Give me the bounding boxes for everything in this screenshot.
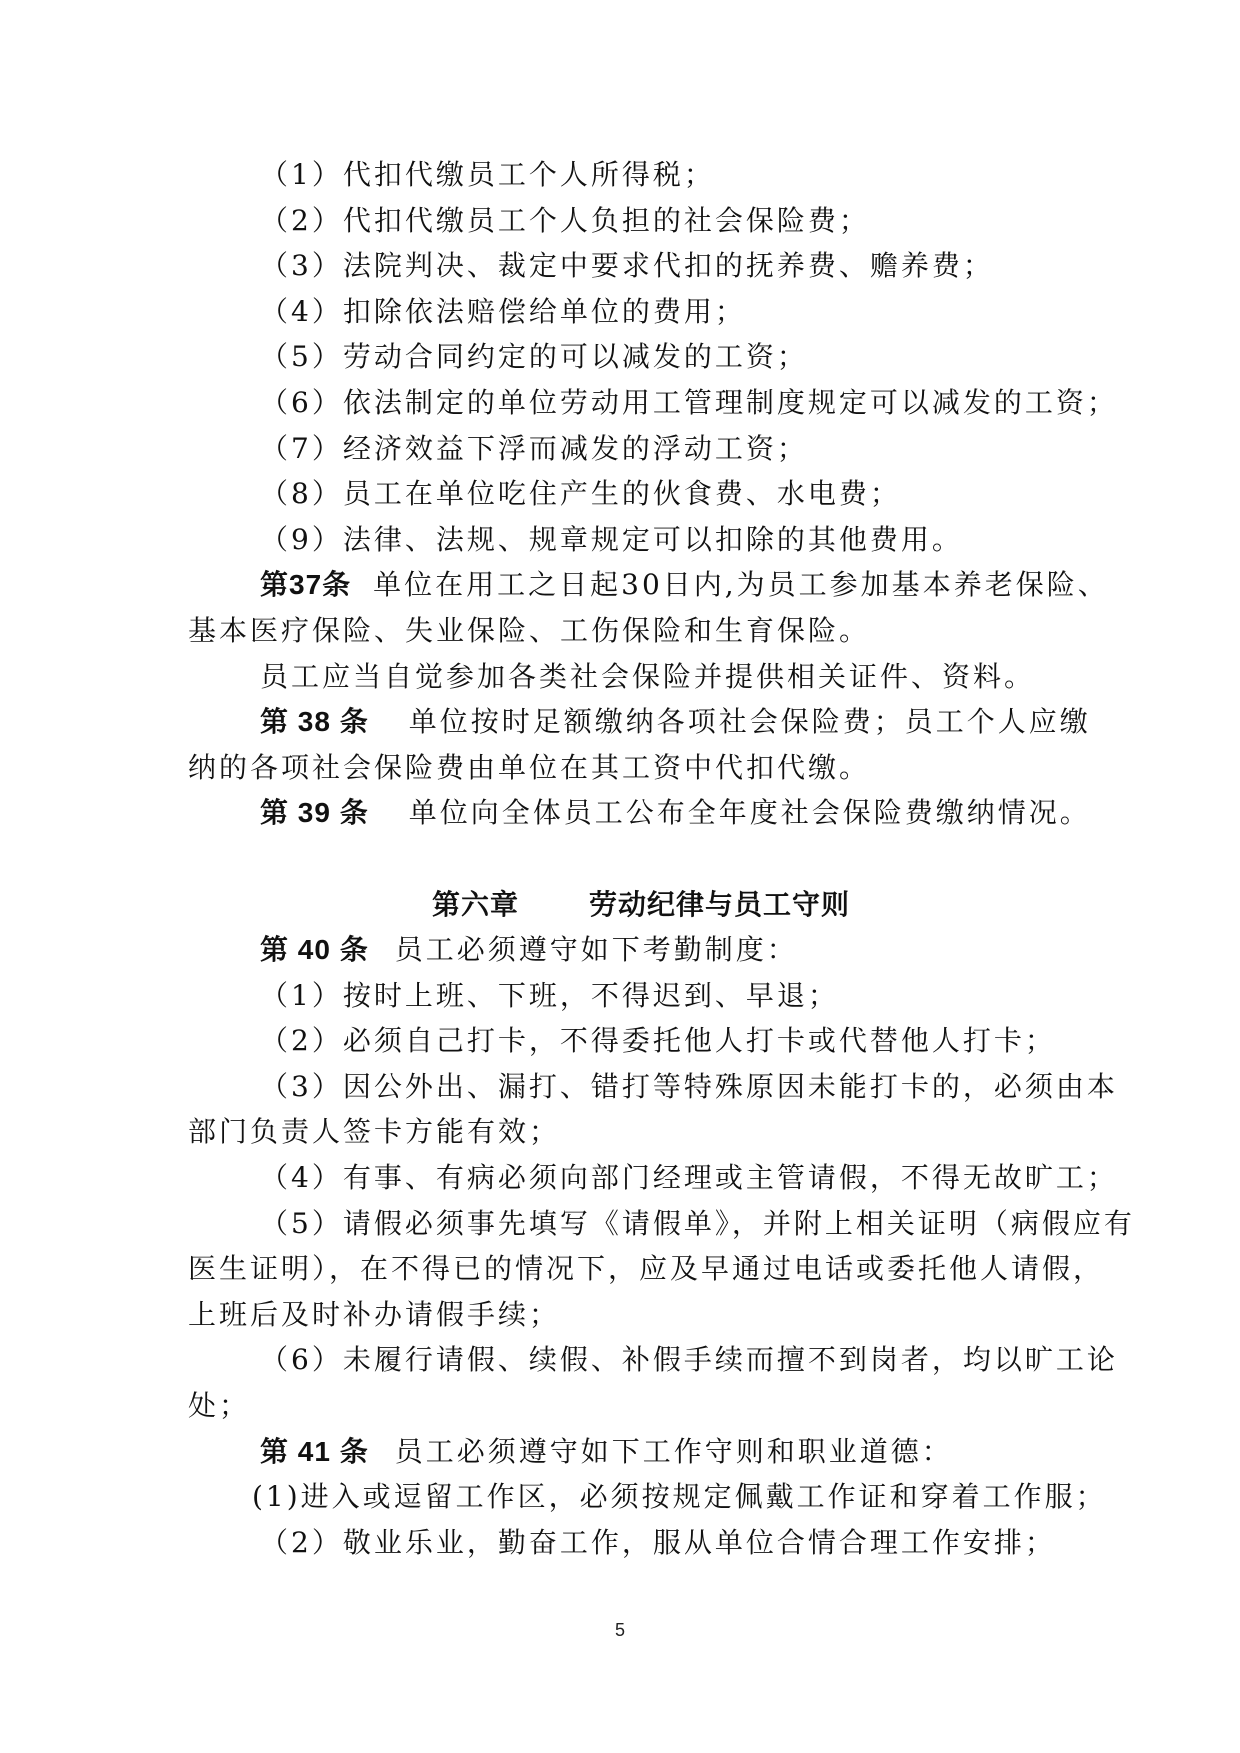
article-41-item-1: (1)进入或逗留工作区，必须按规定佩戴工作证和穿着工作服； <box>252 1480 1107 1514</box>
article-41-item-2: （2）敬业乐业，勤奋工作，服从单位合情合理工作安排； <box>260 1525 1056 1559</box>
article-40-item-6: （6）未履行请假、续假、补假手续而擅不到岗者，均以旷工论 <box>260 1343 1118 1377</box>
article-40-item-2: （2）必须自己打卡，不得委托他人打卡或代替他人打卡； <box>260 1024 1056 1058</box>
article-37-text-2: 基本医疗保险、失业保险、工伤保险和生育保险。 <box>188 613 871 647</box>
article-40-item-4: （4）有事、有病必须向部门经理或主管请假，不得无故旷工； <box>260 1161 1118 1195</box>
page-number: 5 <box>614 1620 625 1640</box>
article-37 <box>188 562 1109 608</box>
article-39-text-1: 单位向全体员工公布全年度社会保险费缴纳情况。 <box>408 796 1091 830</box>
article-38-text-1: 单位按时足额缴纳各项社会保险费；员工个人应缴 <box>408 705 1091 739</box>
article-38 <box>188 699 1091 745</box>
chapter-title: 劳动纪律与员工守则 <box>589 888 851 920</box>
chapter-heading <box>188 882 1068 928</box>
page-body <box>188 152 1135 1565</box>
deduction-item-8: （8）员工在单位吃住产生的伙食费、水电费； <box>260 477 901 511</box>
article-40-item-5-cont-1: 医生证明），在不得已的情况下，应及早通过电话或委托他人请假， <box>188 1252 1105 1286</box>
article-37-label: 第37条 <box>260 569 352 601</box>
blank-line <box>188 836 1068 882</box>
article-41-text-1: 员工必须遵守如下工作守则和职业道德： <box>394 1434 953 1468</box>
article-40 <box>188 927 1068 973</box>
deduction-item-1: （1）代扣代缴员工个人所得税； <box>260 158 715 191</box>
deduction-item-4: （4）扣除依法赔偿给单位的费用； <box>260 294 746 328</box>
deduction-item-5: （5）劳动合同约定的可以减发的工资； <box>260 340 808 374</box>
deduction-item-9: （9）法律、法规、规章规定可以扣除的其他费用。 <box>260 522 963 556</box>
deduction-item-3: （3）法院判决、裁定中要求代扣的抚养费、赡养费； <box>260 249 994 283</box>
article-41-label: 第 41 条 <box>260 1435 369 1467</box>
article-40-item-6-cont: 处； <box>188 1389 251 1423</box>
article-40-item-1: （1）按时上班、下班，不得迟到、早退； <box>260 978 839 1012</box>
chapter-number: 第六章 <box>431 888 519 920</box>
article-41 <box>188 1429 1068 1475</box>
article-40-item-3-cont: 部门负责人签卡方能有效； <box>188 1115 561 1149</box>
article-39 <box>188 790 1091 836</box>
article-37-text-3: 员工应当自觉参加各类社会保险并提供相关证件、资料。 <box>260 659 1036 693</box>
deduction-item-6: （6）依法制定的单位劳动用工管理制度规定可以减发的工资； <box>260 385 1118 419</box>
article-38-label: 第 38 条 <box>260 706 369 738</box>
article-40-label: 第 40 条 <box>260 934 369 966</box>
article-40-item-5: （5）请假必须事先填写《请假单》，并附上相关证明（病假应有 <box>260 1206 1135 1240</box>
article-39-label: 第 39 条 <box>260 797 369 829</box>
article-37-text-1: 单位在用工之日起30日内,为员工参加基本养老保险、 <box>373 568 1109 602</box>
article-38-text-2: 纳的各项社会保险费由单位在其工资中代扣代缴。 <box>188 750 871 784</box>
deduction-item-7: （7）经济效益下浮而减发的浮动工资； <box>260 431 808 465</box>
article-40-item-5-cont-2: 上班后及时补办请假手续； <box>188 1297 561 1331</box>
deduction-item-2: （2）代扣代缴员工个人负担的社会保险费； <box>260 203 870 237</box>
article-40-item-3: （3）因公外出、漏打、错打等特殊原因未能打卡的，必须由本 <box>260 1069 1118 1103</box>
article-40-text-1: 员工必须遵守如下考勤制度： <box>394 933 798 967</box>
